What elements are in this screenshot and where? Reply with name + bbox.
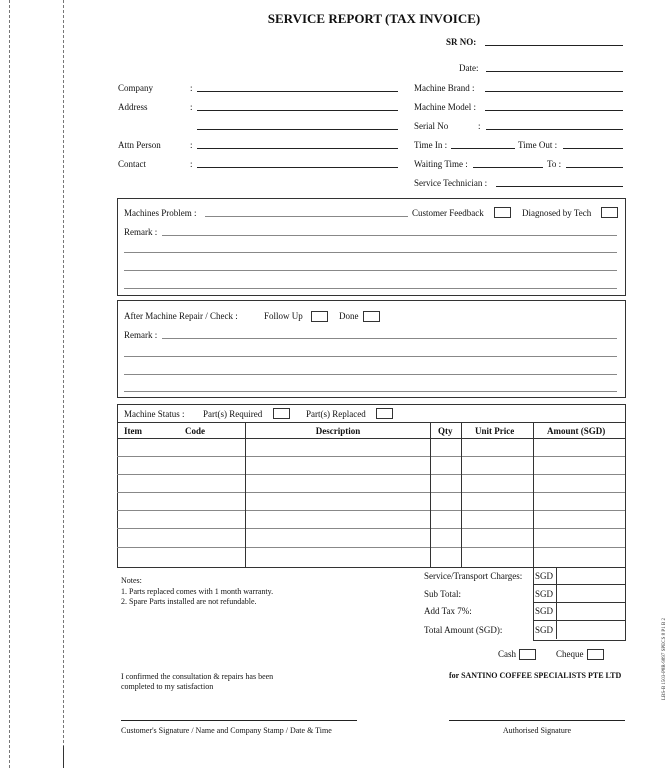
table-row [117, 456, 625, 457]
column-divider [430, 422, 431, 567]
remark-line[interactable] [124, 356, 617, 357]
column-header-code: Code [185, 426, 205, 436]
cheque-label: Cheque [556, 649, 584, 659]
table-row [117, 492, 625, 493]
notes-line-1: 1. Parts replaced comes with 1 month warranty. [121, 587, 274, 596]
side-print-code: LBS-B 1503-P8R-9897 SPECS 8 P1 B 2 [662, 618, 667, 700]
machine-problem-label: Machines Problem : [124, 208, 197, 218]
column-divider [461, 422, 462, 567]
serial-no-label: Serial No [414, 121, 449, 131]
left-perforation [9, 0, 10, 768]
cash-checkbox[interactable] [519, 649, 536, 660]
remark-line[interactable] [124, 270, 617, 271]
sr-no-label: SR NO: [446, 37, 477, 47]
sr-no-line[interactable] [485, 45, 623, 46]
column-header-item: Item [124, 426, 142, 436]
company-signatory-label: for SANTINO COFFEE SPECIALISTS PTE LTD [449, 671, 622, 680]
to-line[interactable] [566, 167, 623, 168]
time-in-label: Time In : [414, 140, 448, 150]
diagnosed-by-tech-label: Diagnosed by Tech [522, 208, 592, 218]
machine-brand-line[interactable] [485, 91, 623, 92]
address-line-2[interactable] [197, 129, 398, 130]
time-out-line[interactable] [563, 148, 623, 149]
remark-label: Remark : [124, 330, 158, 340]
machine-model-label: Machine Model : [414, 102, 476, 112]
serial-no-line[interactable] [486, 129, 623, 130]
totals-row-line [533, 620, 625, 621]
table-row [117, 528, 625, 529]
machine-brand-label: Machine Brand : [414, 83, 475, 93]
attn-person-label: Attn Person [118, 140, 161, 150]
authorised-signature-label: Authorised Signature [502, 726, 572, 735]
notes-title: Notes: [121, 576, 142, 585]
currency-label: SGD [535, 571, 554, 581]
cash-label: Cash [498, 649, 516, 659]
parts-required-checkbox[interactable] [273, 408, 290, 419]
totals-divider [556, 567, 557, 639]
notes-line-2: 2. Spare Parts installed are not refundable. [121, 597, 257, 606]
remark-line[interactable] [124, 288, 617, 289]
follow-up-checkbox[interactable] [311, 311, 328, 322]
machine-model-line[interactable] [485, 110, 623, 111]
sub-total-label: Sub Total: [424, 589, 461, 599]
parts-required-label: Part(s) Required [203, 409, 263, 419]
service-technician-line[interactable] [496, 186, 623, 187]
table-row [117, 547, 625, 548]
table-row [117, 510, 625, 511]
remark-line[interactable] [124, 391, 617, 392]
currency-label: SGD [535, 589, 554, 599]
address-line-1[interactable] [197, 110, 398, 111]
waiting-time-label: Waiting Time : [414, 159, 468, 169]
date-label: Date: [459, 63, 479, 73]
time-in-line[interactable] [451, 148, 515, 149]
diagnosed-by-tech-checkbox[interactable] [601, 207, 618, 218]
customer-feedback-checkbox[interactable] [494, 207, 511, 218]
remark-line[interactable] [162, 338, 617, 339]
confirmation-line-1: I confirmed the consultation & repairs has been [121, 672, 274, 681]
column-header-unit-price: Unit Price [475, 426, 515, 436]
customer-signature-line[interactable] [121, 720, 357, 721]
column-header-description: Description [315, 426, 361, 436]
currency-label: SGD [535, 606, 554, 616]
machine-problem-line[interactable] [205, 216, 408, 217]
column-divider [533, 422, 534, 567]
to-label: To : [547, 159, 562, 169]
service-charges-label: Service/Transport Charges: [424, 571, 523, 581]
colon: : [190, 83, 193, 93]
column-header-qty: Qty [438, 426, 453, 436]
colon: : [190, 140, 193, 150]
colon: : [190, 159, 193, 169]
table-header-bottom [117, 438, 625, 439]
company-label: Company [118, 83, 153, 93]
customer-signature-label: Customer's Signature / Name and Company Stamp / Date & Time [121, 726, 332, 735]
attn-person-line[interactable] [197, 148, 398, 149]
remark-label: Remark : [124, 227, 158, 237]
binding-perforation [63, 0, 64, 768]
parts-replaced-checkbox[interactable] [376, 408, 393, 419]
colon: : [478, 121, 481, 131]
remark-line[interactable] [124, 252, 617, 253]
page-title: SERVICE REPORT (TAX INVOICE) [267, 11, 481, 26]
remark-line[interactable] [162, 235, 617, 236]
customer-feedback-label: Customer Feedback [412, 208, 484, 218]
totals-row-line [533, 602, 625, 603]
parts-replaced-label: Part(s) Replaced [306, 409, 366, 419]
company-line[interactable] [197, 91, 398, 92]
done-checkbox[interactable] [363, 311, 380, 322]
contact-line[interactable] [197, 167, 398, 168]
currency-label: SGD [535, 625, 554, 635]
total-amount-label: Total Amount (SGD): [424, 625, 503, 635]
remark-line[interactable] [124, 374, 617, 375]
confirmation-line-2: completed to my satisfaction [121, 682, 214, 691]
table-row [117, 474, 625, 475]
machine-status-label: Machine Status : [124, 409, 185, 419]
table-header-top [117, 422, 625, 423]
authorised-signature-line[interactable] [449, 720, 625, 721]
waiting-time-line[interactable] [473, 167, 543, 168]
done-label: Done [339, 311, 359, 321]
totals-row-line [533, 584, 625, 585]
column-header-amount: Amount (SGD) [547, 426, 606, 436]
contact-label: Contact [118, 159, 146, 169]
cheque-checkbox[interactable] [587, 649, 604, 660]
address-label: Address [118, 102, 148, 112]
binding-stub [63, 746, 64, 768]
service-technician-label: Service Technician : [414, 178, 488, 188]
column-divider [245, 422, 246, 567]
colon: : [190, 102, 193, 112]
time-out-label: Time Out : [518, 140, 558, 150]
add-tax-label: Add Tax 7%: [424, 606, 472, 616]
follow-up-label: Follow Up [264, 311, 303, 321]
date-line[interactable] [486, 71, 623, 72]
after-repair-label: After Machine Repair / Check : [124, 311, 238, 321]
